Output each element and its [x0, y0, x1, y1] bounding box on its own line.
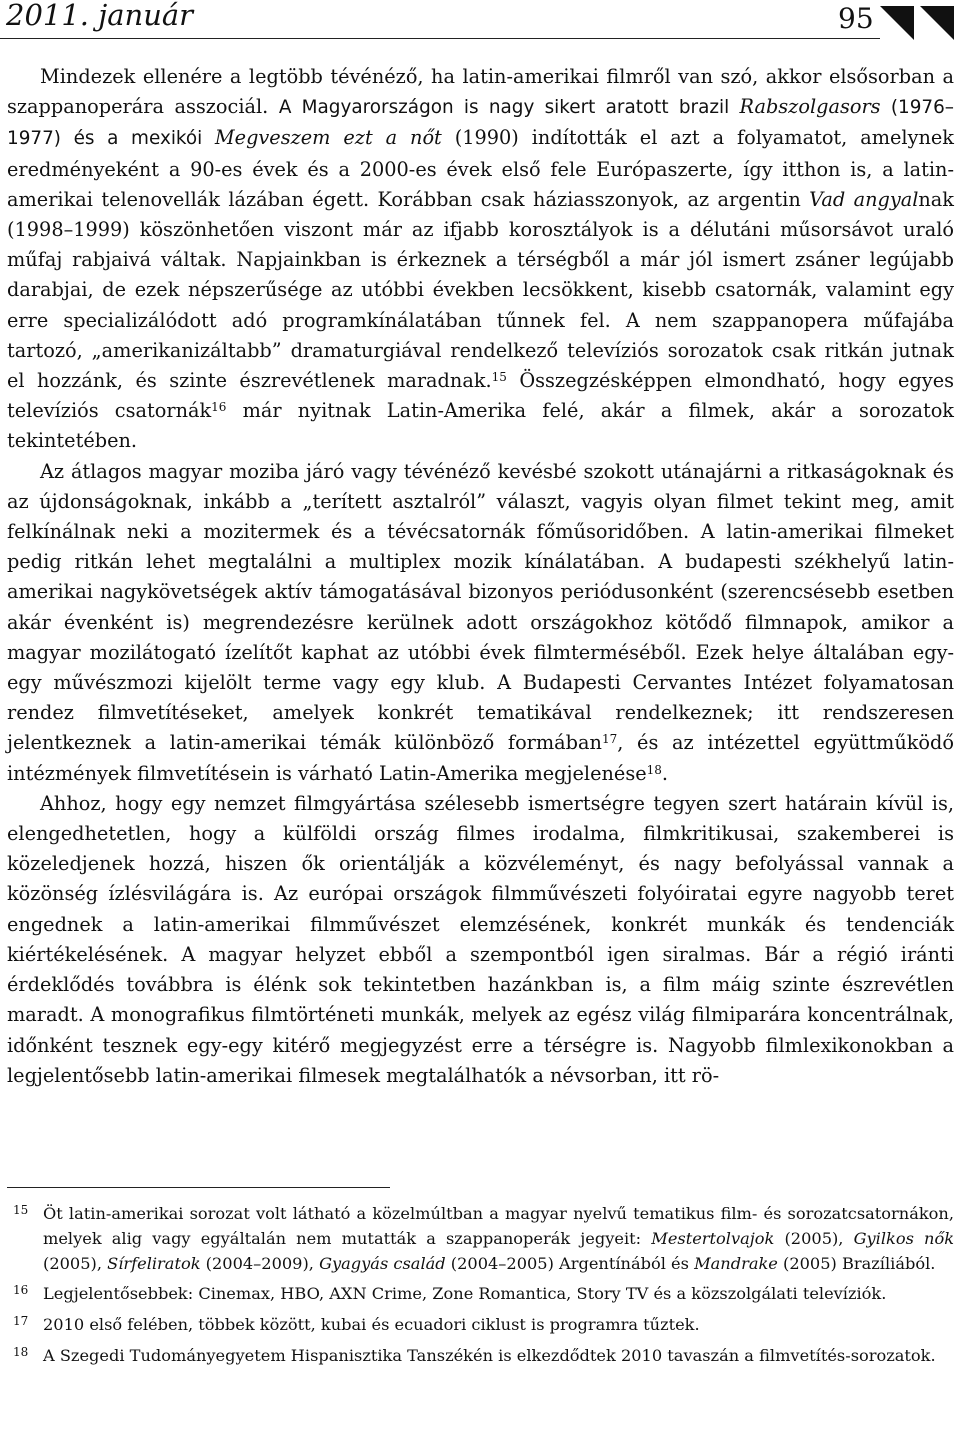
text-run: Ahhoz, hogy egy nemzet filmgyártása szélesebb ismertségre tegyen szert határain kívül is, elengedhetetlen, hogy a külföldi ország filmes irodalma, filmkritikusai, szakemberei is közeledjenek hozzá, hiszen ők orientálják a közvéleményt, és nagy befolyással vannak a közönség ízlésvilágára is. Az európai országok filmművészeti folyóiratai egyre nagyobb teret engednek a latin-amerikai filmművészet elemzésének, konkrét munkák és tendenciák kiértékelésének. A magyar helyzet ebből a szempontból igen siralmas. Bár a régió iránti érdeklődés továbbra is élénk sok tekintetben hazánkban is, a film máig szinte észrevétlen maradt. A monografikus filmtörténeti munkák, melyek az egész világ filmiparára koncentrálnak, időnként tesznek egy-egy kitérő megjegyzést erre a térségre is. Nagyobb filmlexikonokban a legjelentősebb latin-amerikai filmesek megtalálhatók a névsorban, itt rö- — [7, 791, 954, 1087]
italic-title: Vad angyal — [809, 187, 919, 211]
text-run: (2004–2005) Argentínából és — [445, 1253, 695, 1273]
running-head-date: 2011. január — [6, 0, 194, 32]
italic-title: Rabszolgasors — [739, 95, 881, 119]
text-run: Az átlagos magyar moziba járó vagy tévénéző kevésbé szokott utánajárni a ritkaságoknak és az újdonságoknak, inkább a „terített asztalról” választ, vagyis olyan filmet tekint meg, amit felkínálnak neki a mozitermek és a tévécsatornák főműsoridőben. A latin-amerikai filmeket pedig ritkán lehet megtalálni a multiplex mozik kínálatában. A budapesti székhelyű latin-amerikai nagykövetségek aktív támogatásával bizonyos periódusonként (szerencsésebb esetben akár évenként is) megrendezésre kerülnek adott országokhoz kötődő filmnapok, amikor a magyar mozilátogató ízelítőt kaphat az utóbbi évek filmterméséből. Ezek helye általában egy-egy művészmozi kijelölt terme vagy egy klub. A Budapesti Cervantes Intézet folyamatosan rendez filmvetítéseket, amelyek konkrét tematikával rendelkeznek; itt rendszeresen jelentkeznek a latin-amerikai témák különböző formában — [7, 459, 954, 755]
footnote-reference: 18 — [646, 762, 662, 777]
page-header — [0, 0, 960, 48]
footnote-reference: 15 — [491, 370, 507, 385]
main-text — [7, 62, 954, 1091]
italic-title: Gyagyás család — [319, 1253, 446, 1273]
text-run: , és az intézettel együttműködő intézmények filmvetítésein is várható Latin-Amerika megjelenése — [7, 731, 954, 785]
footnote-text — [43, 1313, 954, 1338]
footnote-text — [43, 1202, 954, 1276]
italic-title: Gyilkos nők — [853, 1228, 954, 1248]
footnote — [7, 1313, 954, 1338]
text-run: nak (1998–1999) köszönhetően viszont már az ifjabb korosztályok is a délutáni műsorsávot uraló műfaj rabjaivá váltak. Napjainkban is érkeznek a térségből a már jól ismert zsáner legújabb darabjai, de ezek népszerűsége az utóbbi években lecsökkent, kisebb csatornák, valamint egy erre specializálódott adó programkínálatában tűnnek fel. A nem szappanopera műfajába tartozó, „amerikanizáltabb” dramaturgiával rendelkező televíziós sorozatok csak ritkán jutnak el hozzánk, és szinte észrevétlenek maradnak. — [7, 187, 954, 393]
footnotes — [7, 1202, 954, 1375]
footnote-number: 18 — [13, 1344, 29, 1359]
italic-title: Mandrake — [694, 1253, 778, 1273]
footnote — [7, 1344, 954, 1369]
footnote-number: 17 — [13, 1314, 29, 1329]
footnote-reference: 16 — [211, 400, 227, 415]
text-run: már nyitnak Latin-Amerika felé, akár a filmek, akár a sorozatok tekintetében. — [7, 399, 954, 453]
footnote-reference: 17 — [601, 732, 618, 747]
text-run: (2004–2009), — [200, 1253, 320, 1273]
text-run: (2005), — [774, 1228, 854, 1248]
text-run: (1990) indították el azt a folyamatot, amelynek eredményeként a 90-es évek és a 2000-es évek első fele Európaszerte, így itthon is, a latin-amerikai telenovellák lázában égett. Korábban csak háziasszonyok, az argentin — [7, 126, 954, 211]
paragraph — [7, 62, 954, 457]
paragraph — [7, 457, 954, 789]
italic-title: Sírfeliratok — [107, 1253, 201, 1273]
footnote-text — [43, 1344, 954, 1369]
text-run: A Szegedi Tudományegyetem Hispanisztika Tanszékén is elkezdődtek 2010 tavaszán a filmvetítés-sorozatok. — [43, 1345, 936, 1365]
double-triangle-icon — [878, 4, 958, 46]
footnote-text — [43, 1282, 954, 1307]
page-number: 95 — [838, 2, 874, 35]
text-run: (2005) Brazíliából. — [777, 1253, 936, 1273]
text-run: Összegzésképpen elmondható, hogy egyes televíziós csatornák — [7, 369, 955, 423]
italic-title: Megveszem ezt a nőt — [214, 126, 442, 150]
footnote-number: 15 — [13, 1203, 29, 1217]
text-run: . — [661, 761, 669, 785]
text-run: Öt latin-amerikai sorozat volt látható a közelmúltban a magyar nyelvű tematikus film- és sorozatcsatornákon, melyek alig vagy egyáltalán nem mutatták a szappanoperák jegyeit: — [43, 1204, 954, 1248]
footnote-separator — [7, 1187, 390, 1188]
text-run: (2005), — [43, 1253, 108, 1273]
header-rule — [0, 38, 880, 39]
text-run: A Magyarországon is nagy sikert aratott brazil — [278, 97, 740, 119]
italic-title: Mestertolvajok — [651, 1228, 775, 1248]
footnote-number: 16 — [13, 1283, 29, 1298]
footnote — [7, 1282, 954, 1307]
footnote — [7, 1202, 954, 1276]
text-run: Mindezek ellenére a legtöbb tévénéző, ha latin-amerikai filmről van szó, akkor elsősorban a szappanoperára asszociál. — [7, 65, 954, 119]
text-run: (1976–1977) és a mexikói — [7, 97, 955, 150]
text-run: Legjelentősebbek: Cinemax, HBO, AXN Crime, Zone Romantica, Story TV és a közszolgálati televíziók. — [43, 1284, 887, 1304]
paragraph — [7, 789, 954, 1091]
text-run: 2010 első felében, többek között, kubai és ecuadori ciklust is programra tűztek. — [43, 1315, 700, 1335]
